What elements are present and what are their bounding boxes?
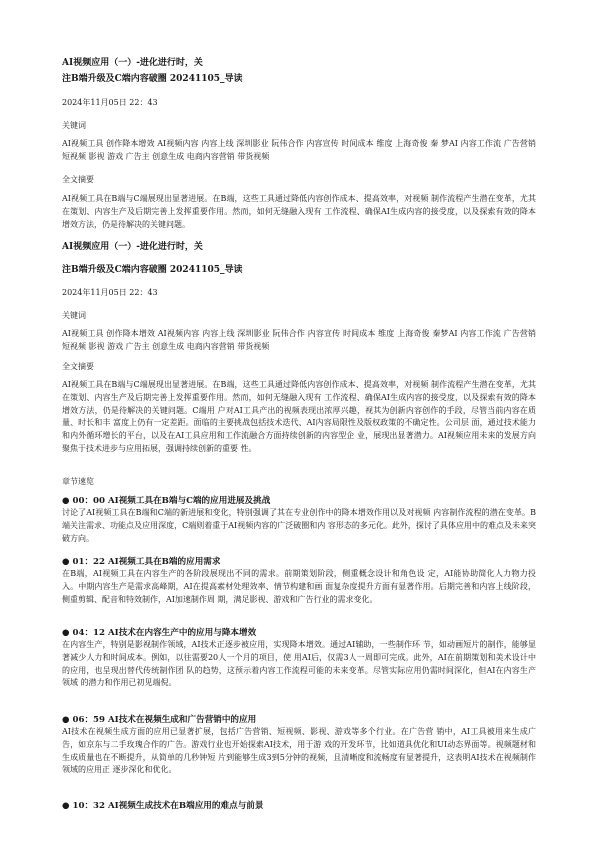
chapter-heading: ● 06：59 AI技术在视频生成和广告营销中的应用 [62,715,257,725]
chapter-item [62,714,536,777]
doc-title-line-1: AI视频应用（一）-进化进行时，关 [62,58,203,68]
chapters-label: 章节速览 [62,477,94,486]
summary-label: 全文摘要 [62,175,94,184]
chapter-item [62,627,536,690]
doc-datetime: 2024年11月05日 22：43 [62,98,158,107]
keywords-label: 关键词 [62,121,86,130]
bullet-icon: ● [62,557,70,567]
keywords-text-repeat: AI视频工具 创作降本增效 AI视频内容 内容上线 深圳影业 阮伟合作 内容宣传 时间成本 维度 上海奇俊 秦梦AI 内容工作流 广告营销 短视频 影视 游戏 广告主 创意生成 电商内容营销 带货视频 [62,329,536,351]
bullet-icon: ● [62,715,70,725]
chapter-item [62,800,536,812]
summary-label-repeat: 全文摘要 [62,362,94,371]
chapter-body: 在内容生产，特别是影视制作领域，AI技术正逐步被应用，实现降本增效。通过AI辅助，一些制作环 节，如动画短片的制作，能够显著减少人力和时间成本。例如，以往需要20人一个月的项目，使 用AI后，仅需3人一周即可完成。此外，AI在前期策划和美术设计中的应用，也呈现出替代传统制作团 队的趋势，这预示着内容工作流程可能的未来变革。尽管实际应用仍需时间深化，但AI在内容生产领域 的潜力和作用已初见端倪。 [62,640,536,688]
chapter-heading: ● 10：32 AI视频生成技术在B端应用的难点与前景 [62,801,264,811]
chapter-body: 讨论了AI视频工具在B端和C端的新进展和变化，特别强调了其在专业创作中的降本增效作用以及对视频 内容制作流程的潜在变革。B端关注需求、功能点及应用深度，C端则着重于AI视频内容的广泛破圈和内 容形态的多元化。此外，探讨了具体应用中的难点及未来突破方向。 [62,508,536,543]
chapter-heading: ● 01：22 AI视频工具在B端的应用需求 [62,557,221,567]
chapter-item [62,556,536,606]
chapter-heading: ● 04：12 AI技术在内容生产中的应用与降本增效 [62,628,257,638]
chapter-body: AI技术在视频生成方面的应用已显著扩展，包括广告营销、短视频、影视、游戏等多个行业。在广告营 销中，AI工具被用来生成广告，如京东与二手玫瑰合作的广告。游戏行业也开始探索AI技术，用于游 戏的开发环节，比如道具优化和UI动态界面等。视频题材和生成质量也在不断提升，从简单的几秒钟短 片到能够生成3到5分钟的视频，且清晰度和流畅度有显著提升，这表明AI技术在视频制作领域的应用正 逐步深化和优化。 [62,727,536,775]
chapter-heading: ● 00：00 AI视频工具在B端与C端的应用进展及挑战 [62,496,271,506]
chapter-item [62,495,536,545]
summary-long-text: AI视频工具在B端与C端展现出显著进展。在B端，这些工具通过降低内容创作成本、提高效率，对视频 制作流程产生潜在变革，尤其在策划、内容生产及后期完善上发挥重要作用。然而，如何无缝融入现有 工作流程、确保AI生成内容的接受度，以及探索有效的降本增效方法，仍是待解决的关键问题。C端用 户对AI工具产出的视频表现出浓厚兴趣，视其为创新内容创作的手段，尽管当前内容在质量、时长和丰 富度上仍有一定差距。面临的主要挑战包括技术迭代、AI内容局限性及版权政策的不确定性。公司层 面，通过技术能力和内外循环增长的平台，以及在AI工具应用和工作流融合方面持续创新的内容型企 业，展现出显著潜力。AI视频应用未来的发展方向聚焦于技术进步与应用拓展，强调持续创新的重要 性。 [62,380,536,453]
doc-title-line-2-repeat: 注B端升级及C端内容破圈 20241105_导读 [62,265,243,275]
keywords-text: AI视频工具 创作降本增效 AI视频内容 内容上线 深圳影业 阮伟合作 内容宣传 时间成本 维度 上海奇俊 秦 梦AI 内容工作流 广告营销 短视频 影视 游戏 广告主 创意生成 电商内容营销 带货视频 [62,139,536,161]
doc-datetime-repeat: 2024年11月05日 22：43 [62,288,158,297]
summary-short-text: AI视频工具在B端与C端展现出显著进展。在B端，这些工具通过降低内容创作成本、提高效率，对视频 制作流程产生潜在变革，尤其在策划、内容生产及后期完善上发挥重要作用。然而，如何无缝融入现有 工作流程、确保AI生成内容的接受度，以及探索有效的降本增效方法，仍是待解决的关键问题。 [62,194,536,229]
doc-title-line-2: 注B端升级及C端内容破圈 20241105_导读 [62,74,243,84]
chapter-body: 在B端，AI视频工具在内容生产的各阶段展现出不同的需求。前期策划阶段，侧重概念设计和角色设 定，AI能协助简化人力物力投入。中期内容生产是需求高峰期，AI在提高素材处理效率、情节构建和画 面复杂度提升方面有显著作用。后期完善和内容上线阶段，侧重剪辑、配音和特效制作，AI加速制作周 期，满足影视、游戏和广告行业的需求变化。 [62,569,536,604]
bullet-icon: ● [62,496,70,506]
keywords-label-repeat: 关键词 [62,311,86,320]
bullet-icon: ● [62,801,70,811]
bullet-icon: ● [62,628,70,638]
doc-title-line-1-repeat: AI视频应用（一）-进化进行时，关 [62,242,203,252]
